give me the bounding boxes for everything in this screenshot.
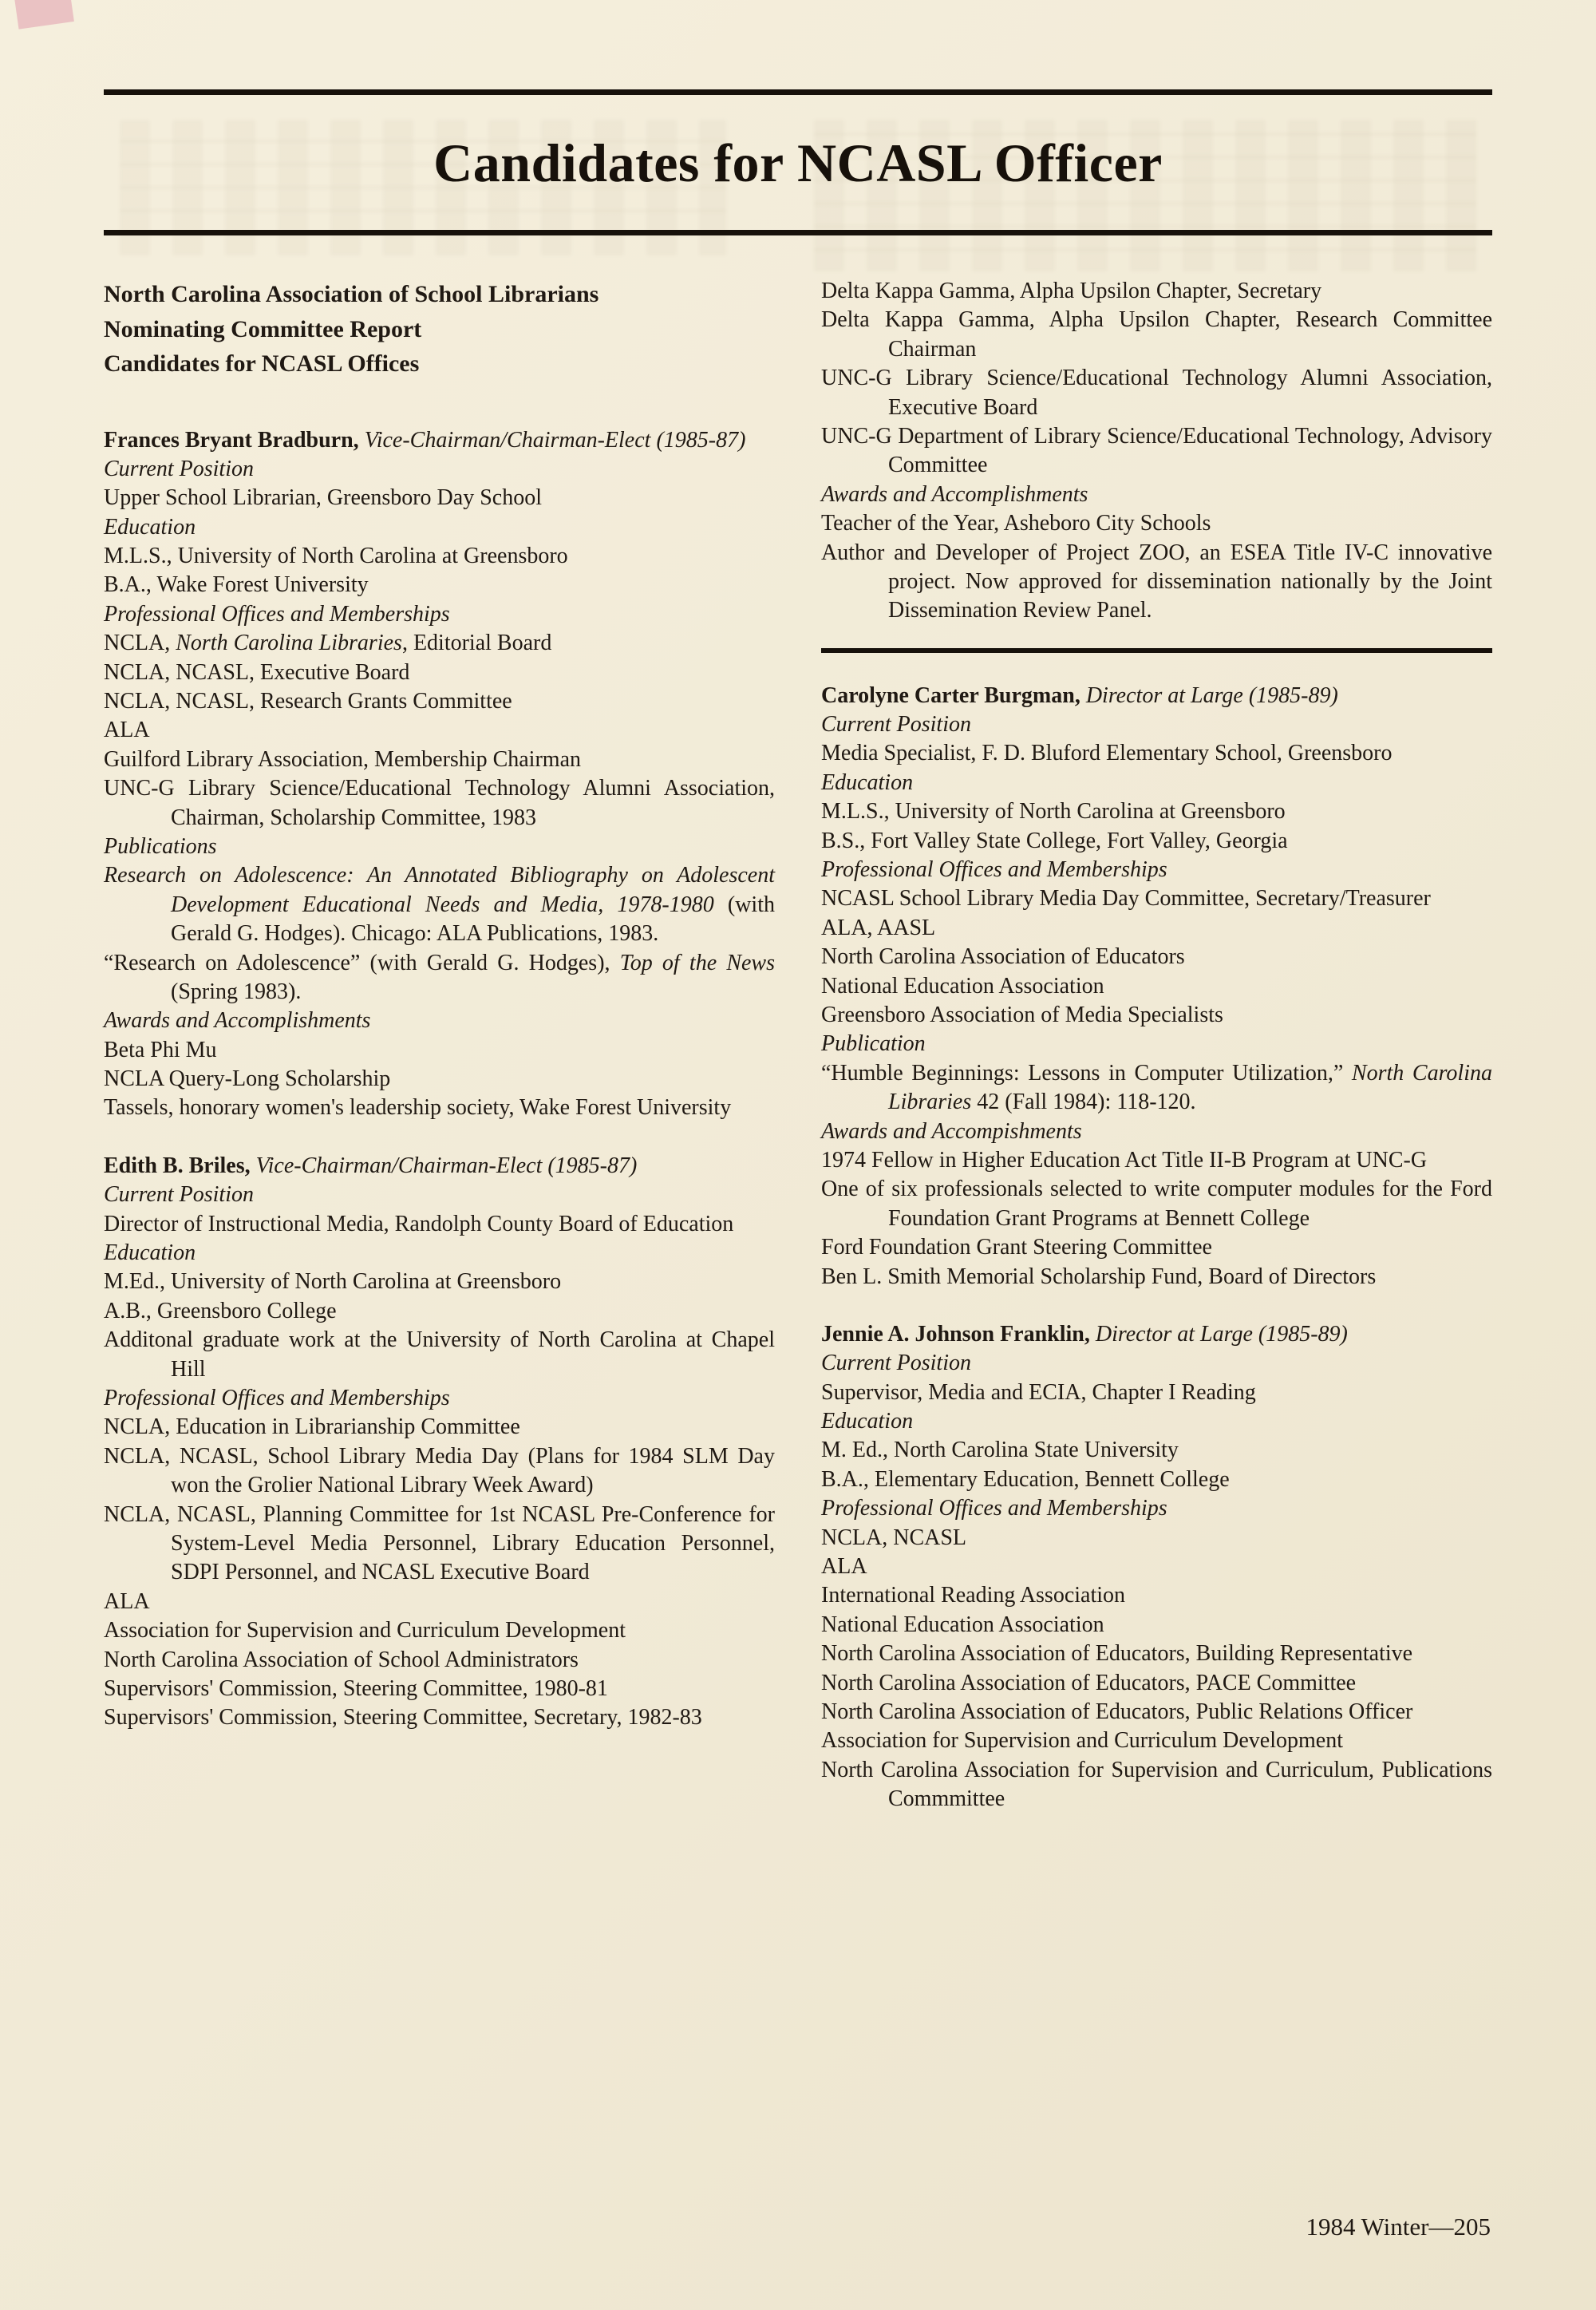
candidate-name: Jennie A. Johnson Franklin,	[821, 1321, 1096, 1347]
entry-line: Upper School Librarian, Greensboro Day School	[104, 485, 542, 511]
entry-line: Author and Developer of Project ZOO, an ESEA Title IV-C innovative project. Now approved for dissemination nationally by the Joint Dissemination Review Panel.	[821, 540, 1492, 623]
candidate-entry	[104, 1152, 775, 1733]
candidate-name: Carolyne Carter Burgman,	[821, 682, 1086, 708]
entry-line: Ford Foundation Grant Steering Committee	[821, 1235, 1212, 1260]
right-column	[821, 277, 1492, 1814]
entry-line: Ben L. Smith Memorial Scholarship Fund, Board of Directors	[821, 1264, 1377, 1289]
candidate-name: Edith B. Briles,	[104, 1153, 256, 1178]
section-heading: Education	[104, 514, 196, 540]
entry-line: NCLA, NCASL, Planning Committee for 1st NCASL Pre-Conference for System-Level Media Personnel, Library Education Personnel, SDPI Personnel, and NCASL Executive Board	[104, 1501, 775, 1585]
text-segment: “Humble Beginnings: Lessons in Computer Utilization,”	[821, 1060, 1352, 1086]
italic-title-text: North Carolina Libraries	[888, 1060, 1492, 1115]
text-segment: NCLA,	[104, 631, 176, 656]
entry-line	[104, 949, 775, 1007]
column-header-line: Candidates for NCASL Offices	[104, 350, 420, 377]
entry-line: NCLA, NCASL, Executive Board	[104, 659, 410, 685]
entry-line: NCLA, NCASL, School Library Media Day (Plans for 1984 SLM Day won the Grolier National Library Week Award)	[104, 1443, 775, 1498]
entry-line: 1974 Fellow in Higher Education Act Title II-B Program at UNC-G	[821, 1147, 1428, 1173]
entry-line: ALA	[104, 718, 150, 743]
section-heading: Education	[821, 769, 914, 795]
entry-line: UNC-G Library Science/Educational Technology Alumni Association, Chairman, Scholarship Committee, 1983	[104, 776, 775, 830]
entry-line: M. Ed., North Carolina State University	[821, 1438, 1179, 1463]
section-heading: Awards and Accompishments	[821, 1118, 1082, 1144]
column-header-line: Nominating Committee Report	[104, 315, 422, 342]
italic-title-text: Top of the News	[619, 950, 775, 975]
section-heading: Publication	[821, 1031, 926, 1057]
entry-line: National Education Association	[821, 973, 1104, 999]
section-heading: Professional Offices and Memberships	[821, 857, 1167, 883]
entry-line: Tassels, honorary women's leadership society, Wake Forest University	[104, 1095, 732, 1121]
entry-line: Supervisor, Media and ECIA, Chapter I Reading	[821, 1379, 1256, 1405]
section-heading: Publications	[104, 833, 217, 859]
section-heading: Professional Offices and Memberships	[104, 1386, 450, 1410]
entry-line: Greensboro Association of Media Specialists	[821, 1002, 1223, 1027]
entry-line: Media Specialist, F. D. Bluford Elementary School, Greensboro	[821, 741, 1393, 766]
entry-line	[104, 861, 775, 948]
entry-line: NCLA, NCASL	[821, 1525, 967, 1550]
entry-continuation	[821, 277, 1492, 626]
entry-line	[104, 629, 775, 658]
page-content	[104, 0, 1492, 1814]
left-column	[104, 277, 775, 1814]
entry-line: M.L.S., University of North Carolina at Greensboro	[821, 799, 1286, 825]
title-rule	[104, 230, 1492, 235]
entry-line: Supervisors' Commission, Steering Committee, 1980-81	[104, 1675, 608, 1701]
entry-line: A.B., Greensboro College	[104, 1298, 337, 1323]
entry-line: North Carolina Association for Supervision and Curriculum, Publications Commmittee	[821, 1757, 1492, 1812]
entry-line: Beta Phi Mu	[104, 1037, 217, 1062]
text-segment: (with Gerald G. Hodges). Chicago: ALA Publications, 1983.	[171, 892, 775, 947]
entry-line: Guilford Library Association, Membership Chairman	[104, 746, 581, 772]
entry-line: ALA, AASL	[821, 915, 936, 940]
entry-line: International Reading Association	[821, 1583, 1126, 1608]
entry-line: UNC-G Department of Library Science/Educational Technology, Advisory Committee	[821, 423, 1492, 478]
candidate-role: Vice-Chairman/Chairman-Elect (1985-87)	[364, 427, 746, 453]
entry-line: Director of Instructional Media, Randolph County Board of Education	[104, 1211, 734, 1236]
candidate-name-line	[104, 426, 775, 455]
entry-line: Additonal graduate work at the University of North Carolina at Chapel Hill	[104, 1327, 775, 1382]
candidate-name-line	[821, 1320, 1492, 1349]
text-segment: (Spring 1983).	[171, 979, 302, 1004]
entry-line: ALA	[821, 1554, 867, 1580]
entry-line: North Carolina Association of Educators, Building Representative	[821, 1641, 1413, 1667]
entry-line: UNC-G Library Science/Educational Technology Alumni Association, Executive Board	[821, 366, 1492, 420]
entry-line: North Carolina Association of Educators, Public Relations Officer	[821, 1699, 1413, 1724]
entry-line: North Carolina Association of School Administrators	[104, 1647, 579, 1672]
section-heading: Current Position	[821, 1351, 971, 1376]
entry-line: One of six professionals selected to write computer modules for the Ford Foundation Grant Programs at Bennett College	[821, 1177, 1492, 1231]
section-heading: Awards and Accomplishments	[104, 1008, 371, 1034]
entry-line: NCLA, NCASL, Research Grants Committee	[104, 689, 512, 714]
section-divider-rule	[821, 648, 1492, 653]
section-heading: Current Position	[104, 456, 254, 481]
italic-title-text: Research on Adolescence: An Annotated Bibliography on Adolescent Development Educational Needs and Media, 1978-1980	[104, 863, 775, 917]
section-heading: Professional Offices and Memberships	[104, 601, 450, 627]
entry-line	[821, 1059, 1492, 1117]
top-rule	[104, 89, 1492, 95]
text-segment: 42 (Fall 1984): 118-120.	[971, 1090, 1196, 1115]
page-title: Candidates for NCASL Officer	[433, 133, 1163, 193]
column-header	[104, 277, 775, 382]
candidate-name-line	[821, 682, 1492, 710]
scan-corner-artifact	[14, 0, 74, 30]
entry-line: Association for Supervision and Curriculum Development	[821, 1728, 1343, 1754]
text-segment: “Research on Adolescence” (with Gerald G. Hodges),	[104, 950, 620, 975]
entry-line: B.A., Elementary Education, Bennett College	[821, 1466, 1230, 1492]
candidate-entry	[821, 1320, 1492, 1814]
section-heading: Education	[104, 1240, 196, 1266]
entry-line: Association for Supervision and Curriculum Development	[104, 1618, 626, 1644]
two-column-body	[104, 277, 1492, 1814]
section-heading: Awards and Accomplishments	[821, 481, 1088, 507]
entry-line: ALA	[104, 1588, 150, 1614]
entry-line: B.S., Fort Valley State College, Fort Valley, Georgia	[821, 828, 1288, 853]
entry-line: Delta Kappa Gamma, Alpha Upsilon Chapter, Secretary	[821, 279, 1322, 303]
entry-line: M.Ed., University of North Carolina at Greensboro	[104, 1269, 562, 1295]
section-heading: Current Position	[104, 1182, 254, 1208]
candidate-role: Director at Large (1985-89)	[1095, 1321, 1348, 1347]
section-heading: Current Position	[821, 712, 971, 738]
entry-line: NCASL School Library Media Day Committee, Secretary/Treasurer	[821, 886, 1431, 912]
entry-line: Supervisors' Commission, Steering Committee, Secretary, 1982-83	[104, 1705, 702, 1731]
entry-line: B.A., Wake Forest University	[104, 572, 369, 598]
entry-line: Teacher of the Year, Asheboro City Schools	[821, 511, 1211, 536]
candidate-entry	[104, 426, 775, 1123]
section-heading: Education	[821, 1409, 914, 1434]
candidate-role: Director at Large (1985-89)	[1085, 682, 1338, 708]
entry-line: North Carolina Association of Educators	[821, 944, 1185, 970]
page-footer: 1984 Winter—205	[1306, 2213, 1491, 2241]
entry-line: North Carolina Association of Educators, PACE Committee	[821, 1670, 1357, 1695]
text-segment: , Editorial Board	[401, 631, 552, 656]
candidate-entry	[821, 682, 1492, 1291]
candidate-name-line	[104, 1152, 775, 1181]
entry-line: NCLA, Education in Librarianship Committee	[104, 1414, 520, 1440]
candidate-role: Vice-Chairman/Chairman-Elect (1985-87)	[255, 1153, 638, 1178]
entry-line: Delta Kappa Gamma, Alpha Upsilon Chapter, Research Committee Chairman	[821, 307, 1492, 362]
italic-title-text: North Carolina Libraries	[176, 631, 402, 656]
entry-line: National Education Association	[821, 1612, 1104, 1637]
entry-line: NCLA Query-Long Scholarship	[104, 1066, 391, 1092]
candidate-name: Frances Bryant Bradburn,	[104, 427, 365, 453]
entry-line: M.L.S., University of North Carolina at Greensboro	[104, 544, 568, 569]
section-heading: Professional Offices and Memberships	[821, 1496, 1167, 1521]
column-header-line: North Carolina Association of School Librarians	[104, 281, 599, 307]
